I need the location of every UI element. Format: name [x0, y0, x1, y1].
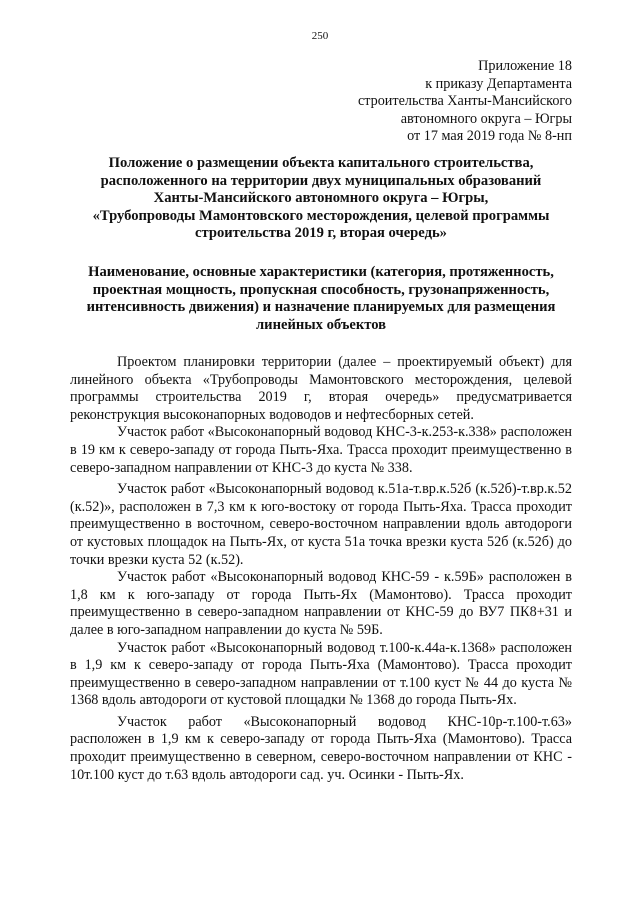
- title-line: «Трубопроводы Мамонтовского месторождения, целевой программы: [92, 207, 550, 224]
- paragraph-section-kns3: Участок работ «Высоконапорный водовод КНС-3-к.253-к.338» расположен в 19 км к северо-западу от города Пыть-Яха. Трасса проходит преимущественно в северо-западном направлении от КНС-3 до куста № 338.: [70, 424, 572, 476]
- appendix-line: Приложение 18: [478, 58, 572, 74]
- paragraph-section-kns59: Участок работ «Высоконапорный водовод КНС-59 - к.59Б» расположен в 1,8 км к юго-западу от города Пыть-Ях (Мамонтово). Трасса проходит преимущественно в северо-западном направлении от КНС-59 до ВУ7 ПК8+31 и далее в юго-западном направлении до куста № 59Б.: [70, 569, 572, 638]
- document-title: [70, 155, 572, 243]
- body-text: [70, 354, 572, 784]
- title-line: строительства 2019 г, вторая очередь»: [195, 225, 447, 242]
- paragraph-section-kns10: Участок работ «Высоконапорный водовод КНС-10р-т.100-т.63» расположен в 1,9 км к северо-западу от города Пыть-Яха (Мамонтово). Трасса проходит преимущественно в северном, северо-восточном направлении от КНС - 10т.100 куст до т.63 вдоль автодороги сад. уч. Осинки - Пыть-Ях.: [70, 713, 572, 783]
- heading-line: Наименование, основные характеристики (категория, протяженность,: [88, 264, 554, 280]
- section-heading: [70, 264, 572, 334]
- title-line: расположенного на территории двух муниципальных образований: [100, 172, 542, 189]
- heading-line: линейных объектов: [255, 316, 387, 333]
- appendix-line: от 17 мая 2019 года № 8-нп: [407, 128, 572, 145]
- paragraph-intro: Проектом планировки территории (далее – проектируемый объект) для линейного объекта «Трубопроводы Мамонтовского месторождения, целевой программы строительства 2019 г, вторая очередь» предусматривается реконструкция высоконапорных водоводов и нефтесборных сетей.: [70, 354, 572, 423]
- paragraph-section-t100: Участок работ «Высоконапорный водовод т.100-к.44а-к.1368» расположен в 1,9 км к северо-западу от города Пыть-Яха (Мамонтово). Трасса проходит преимущественно в северо-западном направлении от т.100 куст № 44 до куста № 1368 вдоль автодороги от кустовой площадки № 1368 до города Пыть-Ях.: [70, 639, 572, 709]
- paragraph-section-51a: Участок работ «Высоконапорный водовод к.51а-т.вр.к.52б (к.52б)-т.вр.к.52 (к.52)», расположен в 7,3 км к юго-востоку от города Пыть-Яха. Трасса проходит преимущественно в восточном, северо-восточном направлении вдоль автодороги от кустовых площадок на Пыть-Ях, от куста 51а точка врезки куста 52б (к.52б) до точки врезки куста 52 (к.52).: [70, 481, 572, 568]
- heading-line: проектная мощность, пропускная способность, грузонапряженность,: [92, 281, 550, 298]
- appendix-block: [358, 58, 572, 146]
- heading-line: интенсивность движения) и назначение планируемых для размещения: [86, 299, 556, 316]
- appendix-line: автономного округа – Югры: [400, 110, 572, 127]
- title-line: Положение о размещении объекта капитального строительства,: [108, 155, 534, 171]
- title-line: Ханты-Мансийского автономного округа – Югры,: [153, 190, 489, 207]
- appendix-line: строительства Ханты-Мансийского: [357, 93, 572, 110]
- page-number: 250: [311, 30, 329, 42]
- appendix-line: к приказу Департамента: [425, 75, 572, 92]
